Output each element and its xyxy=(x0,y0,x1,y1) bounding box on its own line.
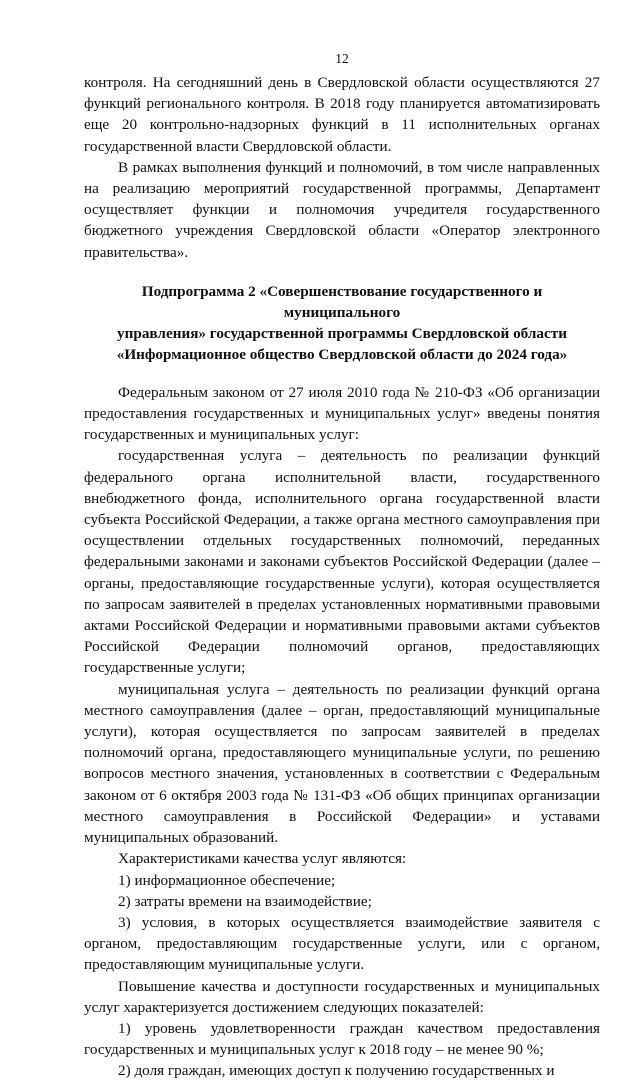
document-page xyxy=(84,0,600,1080)
paragraph-quality-characteristics: Характеристиками качества услуг являются: xyxy=(118,850,407,868)
paragraph-department-functions: В рамках выполнения функций и полномочий, в том числе направленных на реализацию мероприятий государственной программы, Департамент осуществляет функции и полномочия учредителя государственного бюджетного учреждения Свердловской области «Оператор электронного правительства». xyxy=(84,158,600,261)
paragraph-federal-law: Федеральным законом от 27 июля 2010 года № 210-ФЗ «Об организации предоставления государственных и муниципальных услуг» введены понятия государственных и муниципальных услуг: xyxy=(84,383,600,444)
heading-line-1: Подпрограмма 2 «Совершенствование государственного и муниципального xyxy=(141,282,543,321)
heading-line-3: «Информационное общество Свердловской области до 2024 года» xyxy=(116,345,568,363)
paragraph-municipal-service-definition: муниципальная услуга – деятельность по реализации функций органа местного самоуправления (далее – орган, предоставляющий муниципальные услуги), которая осуществляется по запросам заявителей в пределах полномочий органа, предоставляющего муниципальные услуги, по решению вопросов местного значения, установленных в соответствии с Федеральным законом от 6 октября 2003 года № 131-ФЗ «Об общих принципах организации местного самоуправления в Российской Федерации» и уставами муниципальных образований. xyxy=(84,680,600,847)
paragraph-state-service-definition: государственная услуга – деятельность по реализации функций федерального органа исполнительной власти, государственного внебюджетного фонда, исполнительного органа государственной власти субъекта Российской Федерации, а также органа местного самоуправления при осуществлении отдельных государственных полномочий, переданных федеральными законами и законами субъектов Российской Федерации (далее – органы, предоставляющие государственные услуги), которая осуществляется по запросам заявителей в пределах установленных нормативными правовыми актами Российской Федерации и нормативными правовыми актами субъектов Российской Федерации полномочий органов, предоставляющих государственные услуги; xyxy=(84,447,600,677)
list-item-conditions: 3) условия, в которых осуществляется взаимодействие заявителя с органом, предоставляющим государственные услуги, или с органом, предоставляющим муниципальные услуги. xyxy=(84,913,600,974)
page-number: 12 xyxy=(335,51,349,66)
list-item-time-costs: 2) затраты времени на взаимодействие; xyxy=(118,892,372,910)
list-item-information: 1) информационное обеспечение; xyxy=(118,871,336,889)
paragraph-quality-improvement: Повышение качества и доступности государственных и муниципальных услуг характеризуется достижением следующих показателей: xyxy=(84,977,600,1016)
heading-line-2: управления» государственной программы Свердловской области xyxy=(117,324,567,342)
list-item-satisfaction: 1) уровень удовлетворенности граждан качеством предоставления государственных и муниципальных услуг к 2018 году – не менее 90 %; xyxy=(84,1019,600,1059)
document-body xyxy=(84,72,600,1082)
subprogram-heading xyxy=(84,281,600,365)
paragraph-regional-control: контроля. На сегодняшний день в Свердловской области осуществляются 27 функций регионального контроля. В 2018 году планируется автоматизировать еще 20 контрольно-надзорных функций в 11 исполнительных органах государственной власти Свердловской области. xyxy=(84,74,600,155)
list-item-access-share: 2) доля граждан, имеющих доступ к получению государственных и xyxy=(118,1062,555,1080)
